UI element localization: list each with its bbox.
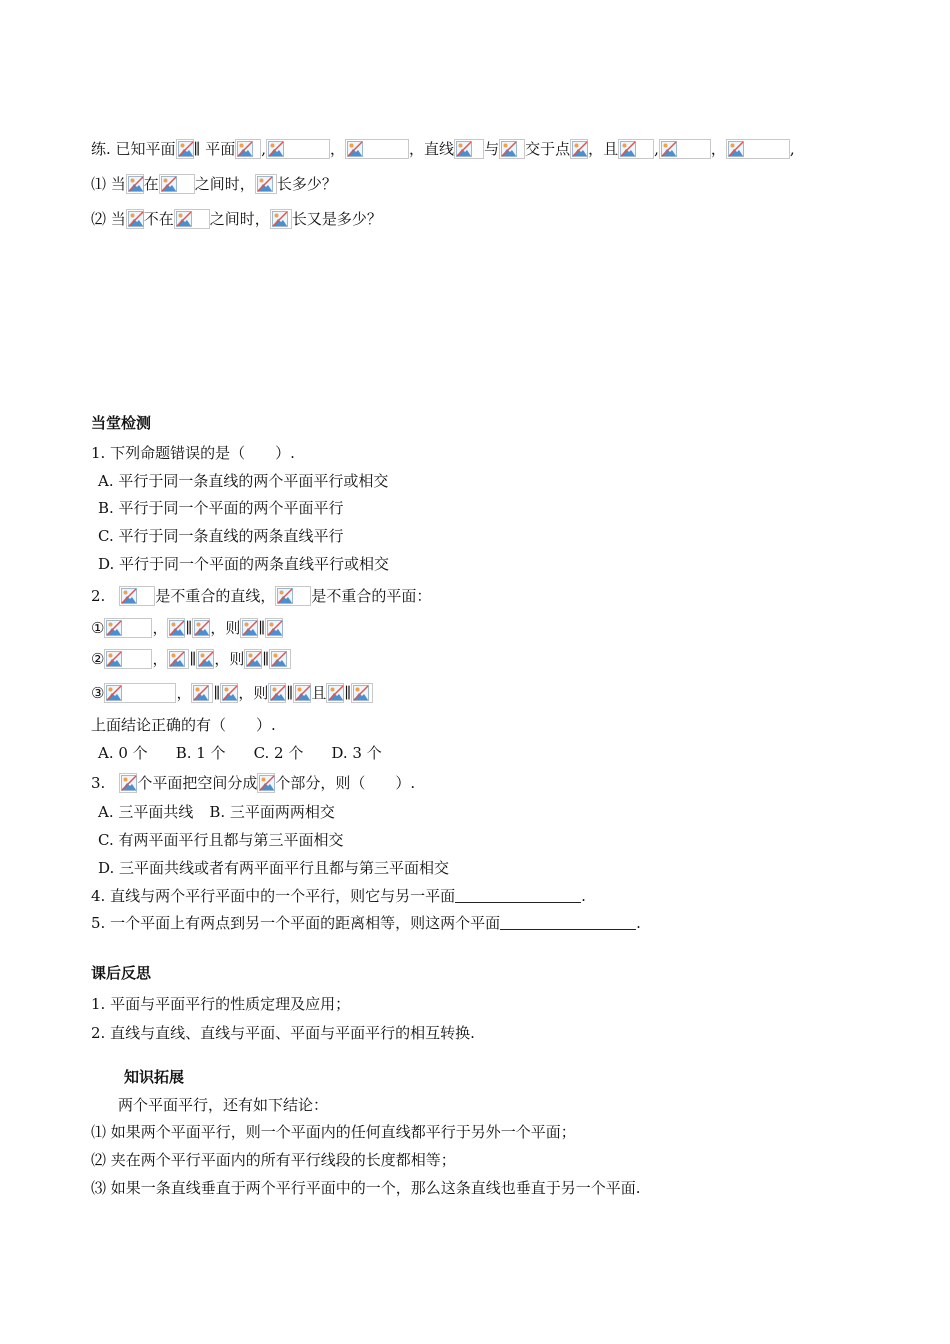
exercise-line-3 <box>91 208 382 230</box>
broken-image-icon <box>293 683 311 703</box>
text: 练. 已知平面 <box>91 140 176 158</box>
broken-image-icon <box>126 209 144 229</box>
text: ② <box>91 650 105 668</box>
broken-image-icon <box>167 649 189 669</box>
broken-image-icon <box>167 618 185 638</box>
text: , <box>261 140 267 158</box>
exercise-line-1 <box>91 138 795 160</box>
text: 与 <box>484 140 500 158</box>
q2-case-3 <box>91 682 373 704</box>
text: ∥ <box>185 619 193 637</box>
extension-item-3: ⑶ 如果一条直线垂直于两个平行平面中的一个，那么这条直线也垂直于另一个平面. <box>91 1179 641 1197</box>
broken-image-icon <box>191 683 213 703</box>
reflection-item-2: 2. 直线与直线、直线与平面、平面与平面平行的相互转换. <box>91 1024 475 1042</box>
text: ∥ <box>213 684 221 702</box>
text: . <box>636 914 641 932</box>
q1-stem: 1. 下列命题错误的是（ ）. <box>91 444 295 462</box>
broken-image-icon <box>268 683 286 703</box>
broken-image-icon <box>659 139 711 159</box>
text: 在 <box>143 175 159 193</box>
broken-image-icon <box>345 139 409 159</box>
text: 个平面把空间分成 <box>137 774 258 792</box>
text: 长多少？ <box>276 175 337 193</box>
text: ， <box>152 650 168 668</box>
text: . <box>581 887 586 905</box>
text: ③ <box>91 684 105 702</box>
text: 之间时， <box>209 210 270 228</box>
text: ，则 <box>238 684 269 702</box>
text: ，且 <box>588 140 619 158</box>
q5 <box>91 912 641 934</box>
broken-image-icon <box>270 209 292 229</box>
q2-case-1 <box>91 617 283 639</box>
q4 <box>91 885 586 907</box>
section-title-extension: 知识拓展 <box>124 1068 185 1086</box>
broken-image-icon <box>192 618 210 638</box>
extension-intro: 两个平面平行，还有如下结论： <box>118 1096 329 1114</box>
q3-options-ab <box>98 801 335 823</box>
text: ， <box>710 140 726 158</box>
q3-option-b: B. 三平面两两相交 <box>209 803 335 821</box>
text: 不在 <box>143 210 174 228</box>
text: 是不重合的平面： <box>311 587 432 605</box>
q2-conclusion: 上面结论正确的有（ ）. <box>91 716 276 734</box>
q3-option-a: A. 三平面共线 <box>98 803 194 821</box>
text: ∥ <box>344 684 352 702</box>
broken-image-icon <box>255 174 277 194</box>
broken-image-icon <box>266 139 330 159</box>
broken-image-icon <box>196 649 214 669</box>
broken-image-icon <box>499 139 525 159</box>
broken-image-icon <box>104 618 152 638</box>
text: ∥ <box>189 650 197 668</box>
q1-option-b: B. 平行于同一个平面的两个平面平行 <box>98 499 344 517</box>
broken-image-icon <box>269 649 291 669</box>
text: ∥ 平面 <box>193 140 236 158</box>
broken-image-icon <box>104 649 152 669</box>
q2-option-a: A. 0 个 <box>98 744 148 762</box>
text: , <box>654 140 659 158</box>
text: ∥ <box>258 619 266 637</box>
reflection-item-1: 1. 平面与平面平行的性质定理及应用； <box>91 995 351 1013</box>
text: , <box>789 140 795 158</box>
section-title-check: 当堂检测 <box>91 414 152 432</box>
broken-image-icon <box>326 683 344 703</box>
q2-options <box>98 742 382 764</box>
broken-image-icon <box>119 773 137 793</box>
answer-blank <box>500 915 636 930</box>
text: 长又是多少？ <box>291 210 382 228</box>
text: 是不重合的直线， <box>155 587 276 605</box>
text: 且 <box>311 684 327 702</box>
text: 之间时， <box>194 175 255 193</box>
broken-image-icon <box>119 586 155 606</box>
broken-image-icon <box>726 139 790 159</box>
text: ① <box>91 619 105 637</box>
q2-option-d: D. 3 个 <box>331 744 382 762</box>
q4-text: 4. 直线与两个平行平面中的一个平行，则它与另一平面 <box>91 887 456 905</box>
extension-item-1: ⑴ 如果两个平面平行，则一个平面内的任何直线都平行于另外一个平面； <box>91 1123 576 1141</box>
text: ， <box>152 619 168 637</box>
broken-image-icon <box>257 773 275 793</box>
q2-option-b: B. 1 个 <box>175 744 226 762</box>
broken-image-icon <box>351 683 373 703</box>
broken-image-icon <box>244 649 262 669</box>
text: 交于点 <box>525 140 571 158</box>
q3-option-d: D. 三平面共线或者有两平面平行且都与第三平面相交 <box>98 859 450 877</box>
text: ⑴ 当 <box>91 175 126 193</box>
broken-image-icon <box>220 683 238 703</box>
text: ，直线 <box>409 140 455 158</box>
extension-item-2: ⑵ 夹在两个平行平面内的所有平行线段的长度都相等； <box>91 1151 456 1169</box>
q3-number: 3. <box>91 774 106 792</box>
q2-option-c: C. 2 个 <box>253 744 304 762</box>
section-title-reflection: 课后反思 <box>91 964 152 982</box>
q2-number: 2. <box>91 587 106 605</box>
broken-image-icon <box>104 683 176 703</box>
broken-image-icon <box>570 139 588 159</box>
broken-image-icon <box>159 174 195 194</box>
broken-image-icon <box>174 209 210 229</box>
exercise-line-2 <box>91 173 337 195</box>
q1-option-d: D. 平行于同一个平面的两条直线平行或相交 <box>98 555 390 573</box>
q2-case-2 <box>91 648 291 670</box>
text: ∥ <box>286 684 294 702</box>
q3-stem <box>91 772 415 794</box>
text: ，则 <box>210 619 241 637</box>
broken-image-icon <box>275 586 311 606</box>
answer-blank <box>455 888 581 903</box>
q3-option-c: C. 有两平面平行且都与第三平面相交 <box>98 831 344 849</box>
text: ，则 <box>214 650 245 668</box>
broken-image-icon <box>265 618 283 638</box>
q5-text: 5. 一个平面上有两点到另一个平面的距离相等，则这两个平面 <box>91 914 501 932</box>
broken-image-icon <box>454 139 484 159</box>
broken-image-icon <box>240 618 258 638</box>
broken-image-icon <box>176 139 194 159</box>
text: ∥ <box>262 650 270 668</box>
broken-image-icon <box>235 139 261 159</box>
text: ， <box>176 684 192 702</box>
q1-option-c: C. 平行于同一条直线的两条直线平行 <box>98 527 344 545</box>
text: ， <box>330 140 346 158</box>
q1-option-a: A. 平行于同一条直线的两个平面平行或相交 <box>98 472 389 490</box>
broken-image-icon <box>126 174 144 194</box>
q2-stem <box>91 585 431 607</box>
text: ⑵ 当 <box>91 210 126 228</box>
text: 个部分，则（ ）. <box>275 774 416 792</box>
broken-image-icon <box>618 139 654 159</box>
